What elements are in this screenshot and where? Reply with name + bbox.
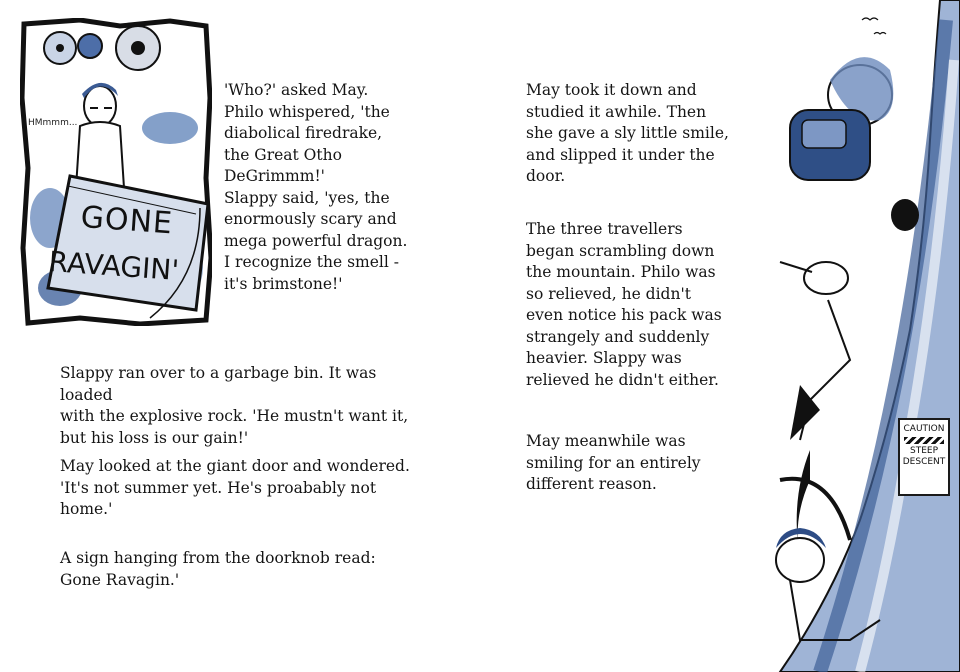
paragraph-may-giant-door: May looked at the giant door and wondered. 'It's not summer yet. He's proabably not home.' (60, 457, 410, 518)
mountain-climbers-illustration (740, 0, 960, 672)
paragraph-who-asked-may: 'Who?' asked May. Philo whispered, 'the diabolical firedrake, the Great Otho DeGrimmm!' Slappy said, 'yes, the enormously scary and mega powerful dragon. I recognize the smell - it's brimstone!' (224, 81, 408, 293)
caution-sign-line-1: CAUTION (903, 424, 945, 434)
caution-steep-descent-sign (898, 418, 950, 496)
caution-sign-line-2: STEEP (909, 446, 938, 456)
paragraph-may-meanwhile: May meanwhile was smiling for an entirely different reason. (526, 432, 701, 493)
sign-text-gone: GONE (79, 200, 175, 242)
caution-sign-line-3: DESCENT (902, 457, 946, 467)
sign-text-ravagin: RAVAGIN' (47, 245, 180, 288)
paragraph-three-travellers: The three travellers began scrambling down the mountain. Philo was so relieved, he didn't even notice his pack was strangely and suddenly heavier. Slappy was relieved he didn't either. (526, 220, 722, 389)
paragraph-slappy-garbage-bin: Slappy ran over to a garbage bin. It was loaded with the explosive rock. 'He mustn't want it, but his loss is our gain!' (60, 364, 409, 447)
caution-stripe (904, 437, 944, 444)
paragraph-doorknob-sign: A sign hanging from the doorknob read: Gone Ravagin.' (60, 549, 376, 589)
paragraph-may-took-it-down: May took it down and studied it awhile. Then she gave a sly little smile, and slipped it under the door. (526, 81, 729, 185)
hmm-sound-effect: HMmmm... (28, 118, 78, 128)
